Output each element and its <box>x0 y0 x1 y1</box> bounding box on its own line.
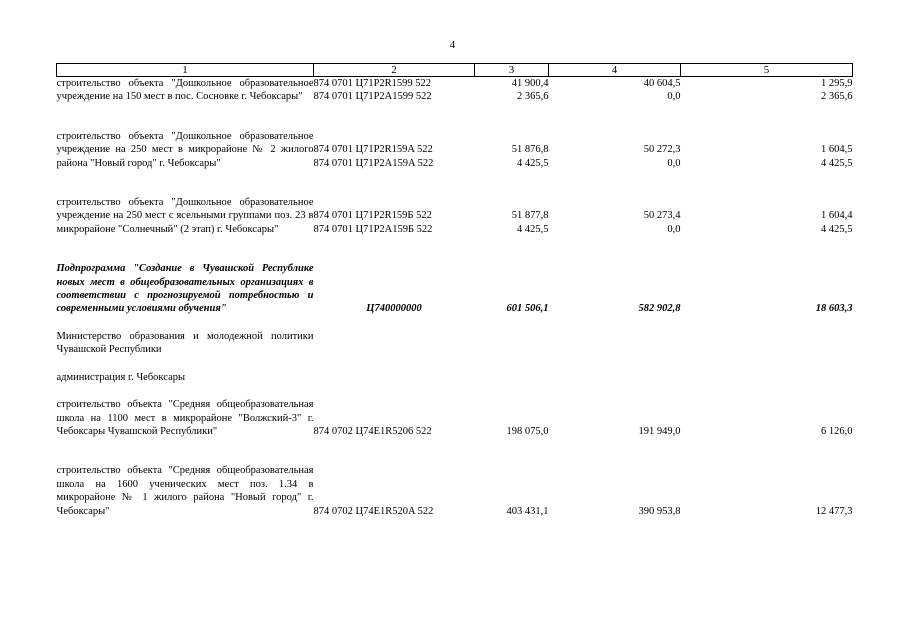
administration-row <box>57 371 853 384</box>
amount: 50 273,4 <box>643 210 681 222</box>
column-header-4: 4 <box>549 64 681 77</box>
object-name: строительство объекта "Средняя общеобразовательная школа на 1600 ученических мест поз. 1.34 в микрорайоне № 1 жилого района "Новый город" г. Чебоксары" <box>56 465 314 517</box>
table-row <box>57 464 853 518</box>
amount-col3 <box>475 196 549 236</box>
amount: 1 295,9 <box>821 78 853 89</box>
budget-table <box>56 63 853 518</box>
amount: 191 949,0 <box>638 425 681 437</box>
amount-col5 <box>681 130 853 170</box>
amount: 4 425,5 <box>821 223 853 235</box>
subprogram-code: Ц740000000 <box>366 303 422 315</box>
budget-code: 874 0701 Ц71P2R1599 522 <box>313 78 432 89</box>
amount: 2 365,6 <box>517 91 549 103</box>
amount: 51 876,8 <box>511 144 549 156</box>
budget-code: 874 0702 Ц74E1R5206 522 <box>313 425 432 437</box>
amount-col3 <box>475 130 549 170</box>
subprogram-col4: 582 902,8 <box>638 303 681 315</box>
amount: 0,0 <box>667 223 681 235</box>
table-row <box>57 77 853 104</box>
object-name: строительство объекта "Дошкольное образовательное учреждение на 150 мест в пос. Сосновке г. Чебоксары" <box>56 78 314 103</box>
budget-codes <box>314 130 475 170</box>
column-header-1: 1 <box>57 64 314 77</box>
budget-codes <box>314 196 475 236</box>
amount: 4 425,5 <box>517 157 549 169</box>
amount: 2 365,6 <box>821 91 853 103</box>
amount-col3 <box>475 77 549 104</box>
amount: 403 431,1 <box>506 505 549 517</box>
amount-col5 <box>681 196 853 236</box>
amount: 198 075,0 <box>506 425 549 437</box>
amount: 0,0 <box>667 157 681 169</box>
subprogram-col5: 18 603,3 <box>815 303 853 315</box>
amount: 0,0 <box>667 91 681 103</box>
amount: 12 477,3 <box>815 505 853 517</box>
amount-col4 <box>549 196 681 236</box>
column-header-3: 3 <box>475 64 549 77</box>
amount: 41 900,4 <box>511 78 549 89</box>
object-name: строительство объекта "Дошкольное образовательное учреждение на 250 мест с ясельными группами поз. 23 в микрорайоне "Солнечный" (2 этап) г. Чебоксары" <box>56 197 314 235</box>
page-number: 4 <box>449 39 456 51</box>
table-row <box>57 398 853 438</box>
amount-col4 <box>549 130 681 170</box>
administration-name: администрация г. Чебоксары <box>56 371 186 383</box>
subprogram-col3: 601 506,1 <box>506 303 549 315</box>
table-header-row <box>57 64 853 77</box>
table-row <box>57 130 853 170</box>
ministry-name: Министерство образования и молодежной политики Чувашской Республики <box>56 330 314 356</box>
ministry-row <box>57 330 853 357</box>
amount-col4 <box>549 77 681 104</box>
amount: 1 604,4 <box>821 210 853 222</box>
budget-code: 874 0701 Ц71P2R159A 522 <box>313 144 433 156</box>
subprogram-row <box>57 262 853 316</box>
column-header-2: 2 <box>314 64 475 77</box>
budget-codes <box>314 77 475 104</box>
column-header-5: 5 <box>681 64 853 77</box>
amount-col5 <box>681 77 853 104</box>
object-name: строительство объекта "Средняя общеобразовательная школа на 1100 мест в микрорайоне "Волжский-3" г. Чебоксары Чувашской Республики" <box>56 399 314 437</box>
budget-code: 874 0701 Ц71P2A159Б 522 <box>313 223 433 235</box>
budget-code: 874 0701 Ц71P2A159A 522 <box>313 157 434 169</box>
amount: 1 604,5 <box>821 144 853 156</box>
object-name: строительство объекта "Дошкольное образовательное учреждение на 250 мест в микрорайоне № 2 жилого района "Новый город" г. Чебоксары" <box>56 130 314 169</box>
budget-code: 874 0702 Ц74E1R520A 522 <box>313 505 434 517</box>
amount: 4 425,5 <box>821 157 853 169</box>
amount: 40 604,5 <box>643 78 681 89</box>
amount: 6 126,0 <box>821 425 853 437</box>
budget-code: 874 0701 Ц71P2R159Б 522 <box>313 210 432 222</box>
subprogram-name: Подпрограмма "Создание в Чувашской Республике новых мест в общеобразовательных организациях в соответствии с прогнозируемой потребностью и современными условиями обучения" <box>56 263 314 315</box>
table-row <box>57 196 853 236</box>
amount: 50 272,3 <box>643 144 681 156</box>
amount: 390 953,8 <box>638 505 681 517</box>
amount: 51 877,8 <box>511 210 549 222</box>
budget-code: 874 0701 Ц71P2A1599 522 <box>313 91 432 103</box>
amount: 4 425,5 <box>517 223 549 235</box>
